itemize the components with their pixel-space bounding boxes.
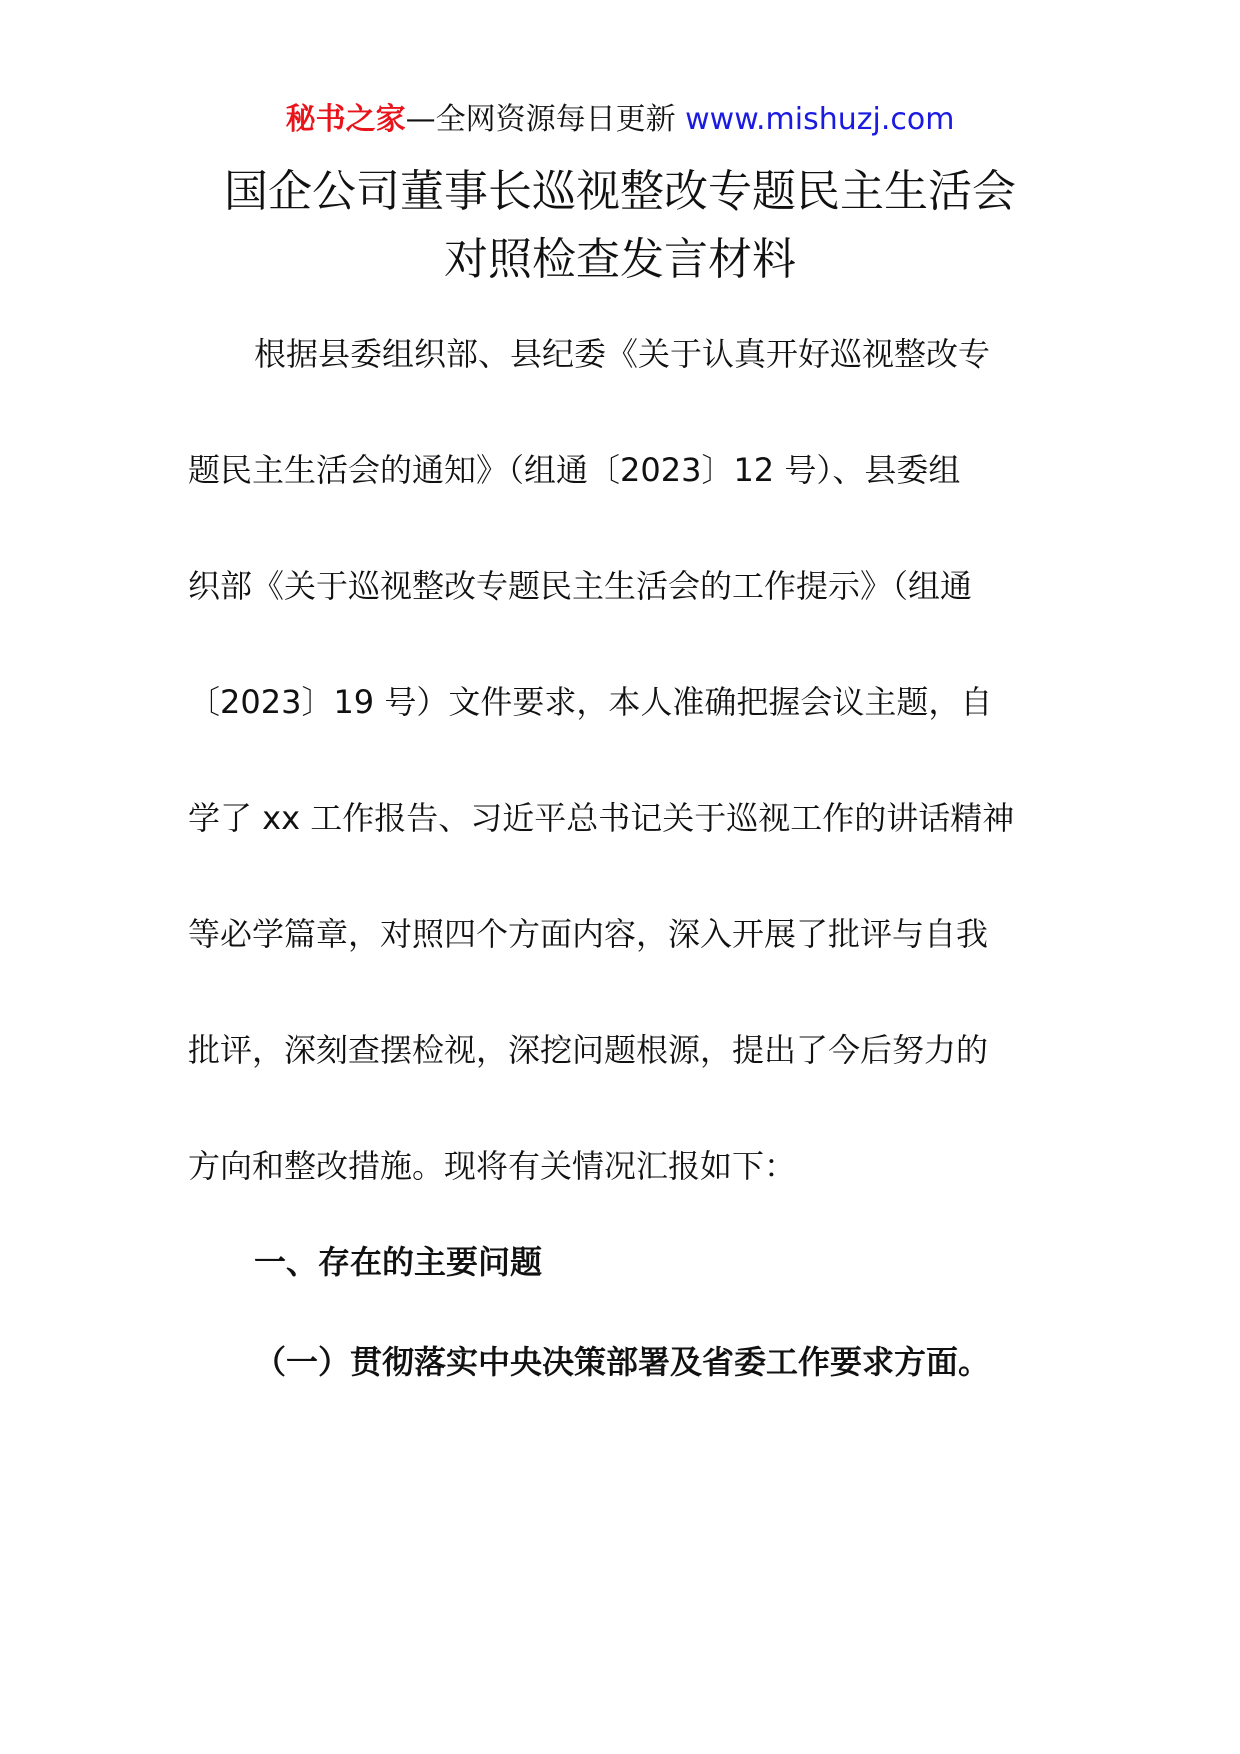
brand-tagline: —全网资源每日更新 (405, 102, 676, 137)
body-line: 等必学篇章，对照四个方面内容，深入开展了批评与自我 (188, 915, 989, 953)
brand-name: 秘书之家 (285, 102, 406, 137)
body-line: 方向和整改措施。现将有关情况汇报如下： (188, 1147, 797, 1185)
document-title-line-1: 国企公司董事长巡视整改专题民主生活会 (224, 166, 1016, 217)
body-line: 题民主生活会的通知》（组通〔2023〕12 号）、县委组 (188, 451, 961, 489)
site-link[interactable]: www.mishuzj.com (685, 102, 955, 137)
body-line: 织部《关于巡视整改专题民主生活会的工作提示》（组通 (188, 567, 973, 605)
section-heading: 一、存在的主要问题 (254, 1243, 543, 1281)
body-line: 根据县委组织部、县纪委《关于认真开好巡视整改专 (254, 335, 991, 373)
document-title-line-2: 对照检查发言材料 (444, 234, 796, 285)
body-line: 〔2023〕19 号）文件要求，本人准确把握会议主题，自 (188, 683, 993, 721)
header-banner (0, 100, 1240, 140)
subsection-heading: （一）贯彻落实中央决策部署及省委工作要求方面。 (254, 1343, 991, 1381)
body-line: 学了 xx 工作报告、习近平总书记关于巡视工作的讲话精神 (188, 799, 1015, 837)
body-line: 批评，深刻查摆检视，深挖问题根源，提出了今后努力的 (188, 1031, 989, 1069)
